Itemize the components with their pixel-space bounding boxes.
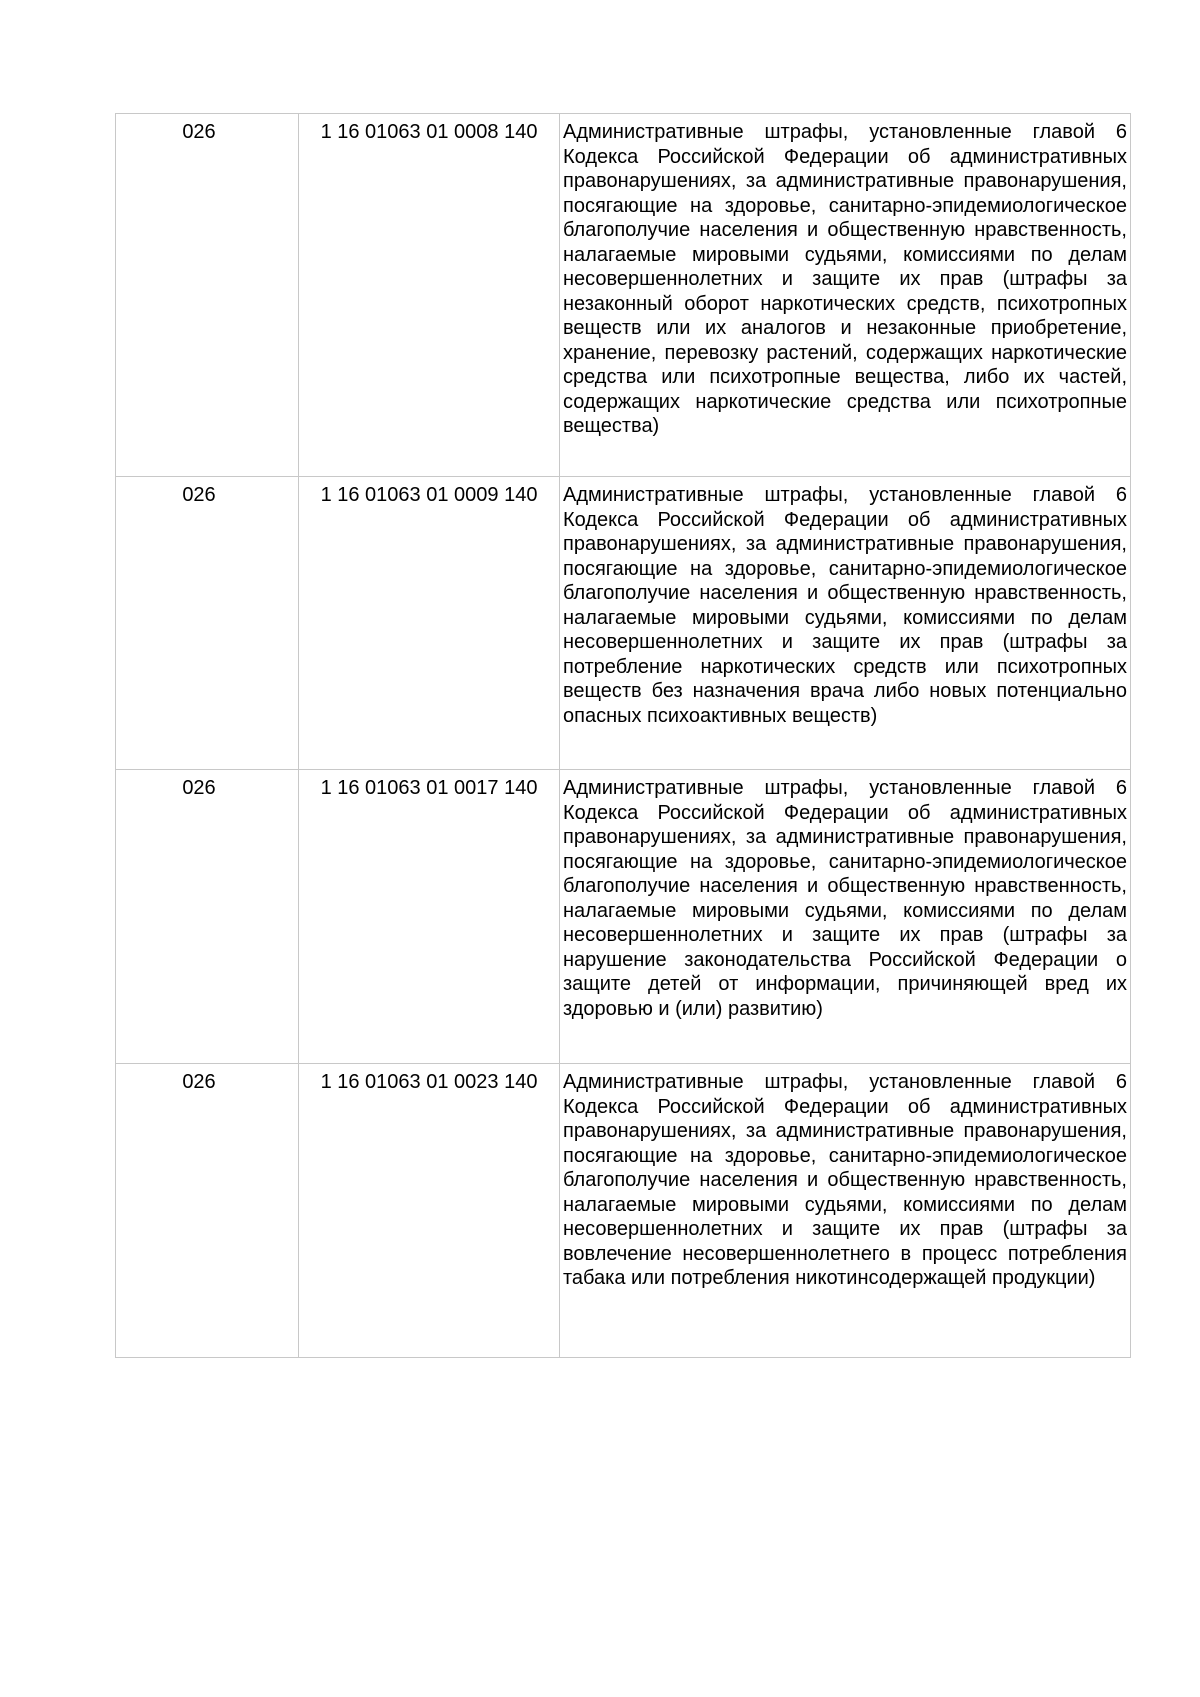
admin-code-cell: 026 [116, 770, 299, 1064]
table-row [116, 477, 1131, 770]
admin-code-cell: 026 [116, 477, 299, 770]
kbk-code-cell: 1 16 01063 01 0017 140 [299, 770, 560, 1064]
kbk-code-cell: 1 16 01063 01 0009 140 [299, 477, 560, 770]
description-cell [560, 770, 1131, 1064]
classification-table [115, 113, 1131, 1358]
description-cell [560, 1064, 1131, 1358]
table-row [116, 770, 1131, 1064]
description-cell [560, 477, 1131, 770]
description-cell [560, 114, 1131, 477]
admin-code-cell: 026 [116, 114, 299, 477]
table-row [116, 114, 1131, 477]
kbk-code-cell: 1 16 01063 01 0023 140 [299, 1064, 560, 1358]
description-text: Административные штрафы, установленные главой 6 Кодекса Российской Федерации об административных правонарушениях, за административные правонарушения, посягающие на здоровье, санитарно-эпидемиологическое благополучие населения и общественную нравственность, налагаемые мировыми судьями, комиссиями по делам несовершеннолетних и защите их прав (штрафы за незаконный оборот наркотических средств, психотропных веществ или их аналогов и незаконные приобретение, хранение, перевозку растений, содержащих наркотические средства или психотропные вещества, либо их частей, содержащих наркотические средства или психотропные вещества) [563, 121, 1127, 437]
table-row [116, 1064, 1131, 1358]
admin-code-cell: 026 [116, 1064, 299, 1358]
kbk-code-cell: 1 16 01063 01 0008 140 [299, 114, 560, 477]
description-text: Административные штрафы, установленные главой 6 Кодекса Российской Федерации об административных правонарушениях, за административные правонарушения, посягающие на здоровье, санитарно-эпидемиологическое благополучие населения и общественную нравственность, налагаемые мировыми судьями, комиссиями по делам несовершеннолетних и защите их прав (штрафы за потребление наркотических средств или психотропных веществ без назначения врача либо новых потенциально опасных психоактивных веществ) [563, 484, 1127, 727]
description-text: Административные штрафы, установленные главой 6 Кодекса Российской Федерации об административных правонарушениях, за административные правонарушения, посягающие на здоровье, санитарно-эпидемиологическое благополучие населения и общественную нравственность, налагаемые мировыми судьями, комиссиями по делам несовершеннолетних и защите их прав (штрафы за вовлечение несовершеннолетнего в процесс потребления табака или потребления никотинсодержащей продукции) [563, 1071, 1127, 1289]
description-text: Административные штрафы, установленные главой 6 Кодекса Российской Федерации об административных правонарушениях, за административные правонарушения, посягающие на здоровье, санитарно-эпидемиологическое благополучие населения и общественную нравственность, налагаемые мировыми судьями, комиссиями по делам несовершеннолетних и защите их прав (штрафы за нарушение законодательства Российской Федерации о защите детей от информации, причиняющей вред их здоровью и (или) развитию) [563, 777, 1127, 1020]
